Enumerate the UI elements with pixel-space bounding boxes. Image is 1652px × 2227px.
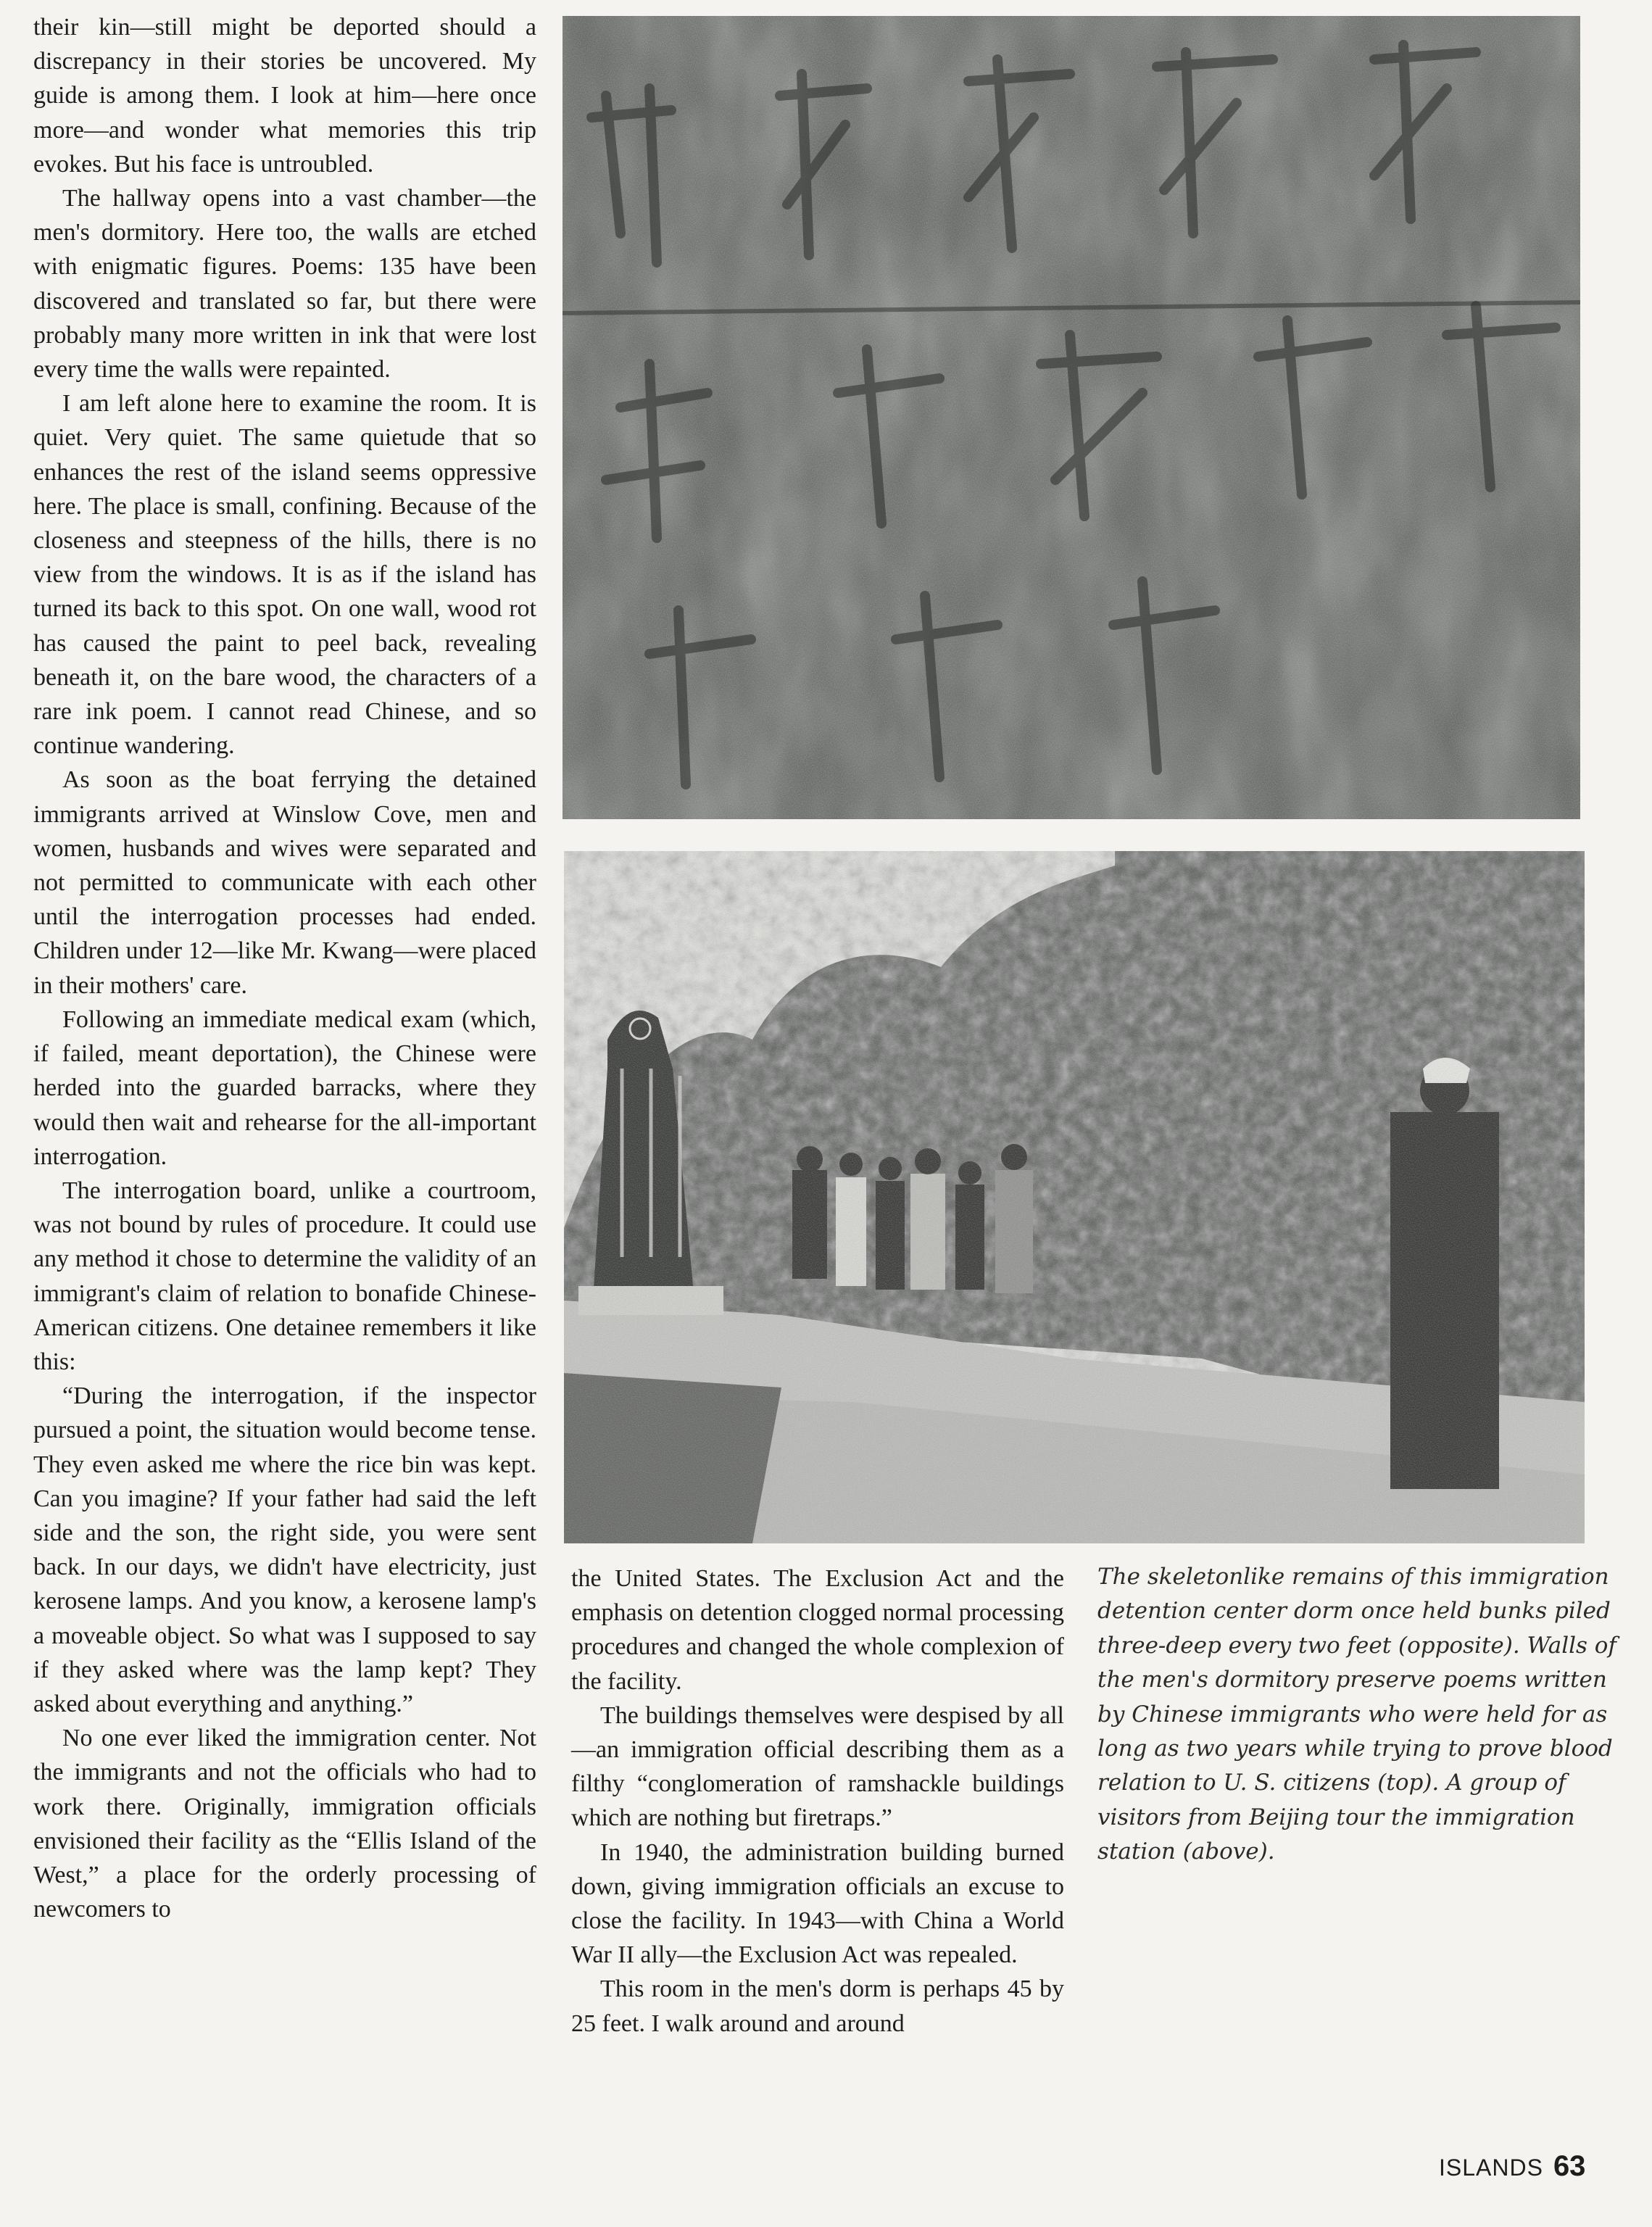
paragraph: The buildings themselves were despised by all—an immigration official describing them as a filthy “conglomeration of ramshackle buildings which are nothing but firetraps.” xyxy=(571,1701,1064,1832)
paragraph: Following an immediate medical exam (which, if failed, meant deportation), the Chinese were herded into the guarded barracks, where they would then wait and rehearse for the all-important interrogation. xyxy=(33,1005,536,1170)
photo-visitors-monument xyxy=(564,851,1585,1543)
photo-caption: The skeletonlike remains of this immigration detention center dorm once held bunks piled three-deep every two feet (opposite). Walls of the men's dormitory preserve poems written by Chinese immigrants who were held for as long as two years while trying to prove blood relation to U. S. citizens (top). A group of visitors from Beijing tour the immigration station (above). xyxy=(1097,1564,1616,1865)
page-folio xyxy=(1439,2150,1585,2183)
quote-paragraph: “During the interrogation, if the inspector pursued a point, the situation would become tense. They even asked me where the rice bin was kept. Can you imagine? If your father had said the left side and the son, the right side, you were sent back. In our days, we didn't have electricity, just kerosene lamps. And you know, a kerosene lamp's a moveable object. So what was I supposed to say if they asked where was the lamp kept? They asked about everything and anything.” xyxy=(33,1382,536,1717)
paragraph: The interrogation board, unlike a courtroom, was not bound by rules of procedure. It could use any method it chose to determine the validity of an immigrant's claim of relation to bonafide Chinese-American citizens. One detainee remembers it like this: xyxy=(33,1177,536,1375)
paragraph: the United States. The Exclusion Act and the emphasis on detention clogged normal processing procedures and changed the whole complexion of the facility. xyxy=(571,1565,1064,1695)
article-left-column xyxy=(33,10,536,1926)
paragraph: This room in the men's dorm is perhaps 45 by 25 feet. I walk around and around xyxy=(571,1975,1064,2037)
paragraph: their kin—still might be deported should a discrepancy in their stories be uncovered. My guide is among them. I look at him—here once more—and wonder what memories this trip evokes. But his face is untroubled. xyxy=(33,14,536,178)
photo-wall-poems xyxy=(563,16,1580,819)
page-number: 63 xyxy=(1553,2150,1586,2182)
paragraph: The hallway opens into a vast chamber—the men's dormitory. Here too, the walls are etched with enigmatic figures. Poems: 135 have been discovered and translated so far, but there were probably many more written in ink that were lost every time the walls were repainted. xyxy=(33,185,536,383)
article-middle-column xyxy=(571,1562,1064,2041)
paragraph: In 1940, the administration building burned down, giving immigration officials an excuse to close the facility. In 1943—with China a World War II ally—the Exclusion Act was repealed. xyxy=(571,1838,1064,1969)
paragraph: No one ever liked the immigration center. Not the immigrants and not the officials who had to work there. Originally, immigration officials envisioned their facility as the “Ellis Island of the West,” a place for the orderly processing of newcomers to xyxy=(33,1725,536,1923)
paragraph: As soon as the boat ferrying the detained immigrants arrived at Winslow Cove, men and women, husbands and wives were separated and not permitted to communicate with each other until the interrogation processes had ended. Children under 12—like Mr. Kwang—were placed in their mothers' care. xyxy=(33,766,536,999)
magazine-name: ISLANDS xyxy=(1439,2155,1543,2181)
paragraph: I am left alone here to examine the room. It is quiet. Very quiet. The same quietude that so enhances the rest of the island seems oppressive here. The place is small, confining. Because of the closeness and steepness of the hills, there is no view from the windows. It is as if the island has turned its back to this spot. On one wall, wood rot has caused the paint to peel back, revealing beneath it, on the bare wood, the characters of a rare ink poem. I cannot read Chinese, and so continue wandering. xyxy=(33,390,536,760)
